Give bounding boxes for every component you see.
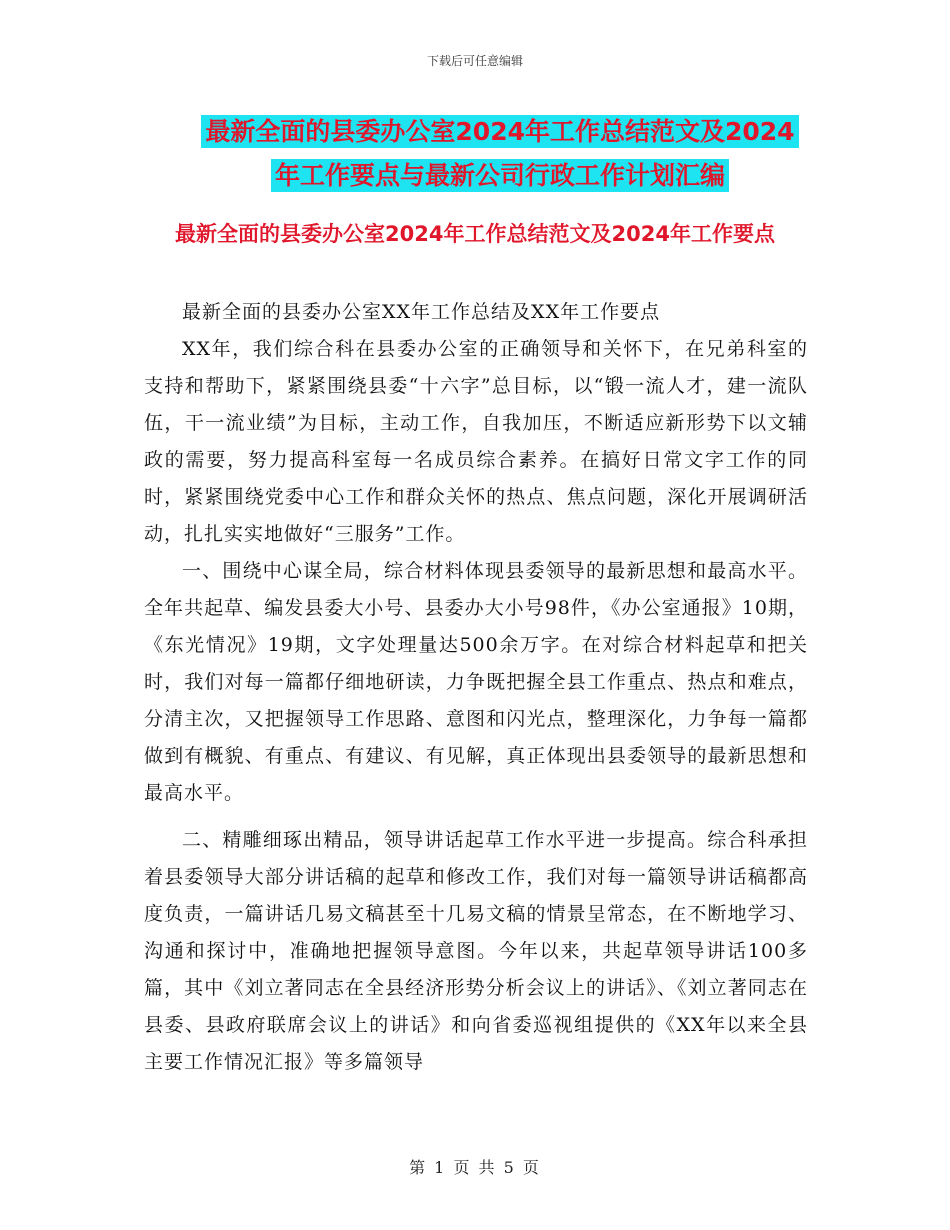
subtitle-paragraph: 最新全面的县委办公室XX年工作总结及XX年工作要点: [182, 301, 661, 323]
title-line-1: 最新全面的县委办公室2024年工作总结范文及2024: [201, 115, 798, 148]
intro-paragraph: XX年，我们综合科在县委办公室的正确领导和关怀下，在兄弟科室的支持和帮助下，紧紧围绕县委“十六字”总目标，以“锻一流人才，建一流队伍，干一流业绩”为目标，主动工作，自我加压，不断适应新形势下以文辅政的需要，努力提高科室每一名成员综合素养。在搞好日常文字工作的同时，紧紧围绕党委中心工作和群众关怀的热点、焦点问题，深化开展调研活动，扎扎实实地做好“三服务”工作。: [144, 338, 808, 545]
title-line-2: 年工作要点与最新公司行政工作计划汇编: [271, 159, 729, 192]
section-title: 最新全面的县委办公室2024年工作总结范文及2024年工作要点: [175, 222, 775, 246]
document-title: [190, 110, 810, 198]
paragraph-point-2: 二、精雕细琢出精品，领导讲话起草工作水平进一步提高。综合科承担着县委领导大部分讲话稿的起草和修改工作，我们对每一篇领导讲话稿都高度负责，一篇讲话几易文稿甚至十几易文稿的情景呈常态，在不断地学习、沟通和探讨中，准确地把握领导意图。今年以来，共起草领导讲话100多篇，其中《刘立著同志在全县经济形势分析会议上的讲话》、《刘立著同志在县委、县政府联席会议上的讲话》和向省委巡视组提供的《XX年以来全县主要工作情况汇报》等多篇领导: [144, 829, 808, 1073]
header-note: 下载后可任意编辑: [426, 54, 523, 68]
page-number: 第 1 页 共 5 页: [409, 1158, 541, 1177]
body-text: [144, 294, 808, 1081]
paragraph-point-1: 一、围绕中心谋全局，综合材料体现县委领导的最新思想和最高水平。全年共起草、编发县委大小号、县委办大小号98件，《办公室通报》10期，《东光情况》19期，文字处理量达500余万字。在对综合材料起草和把关时，我们对每一篇都仔细地研读，力争既把握全县工作重点、热点和难点，分清主次，又把握领导工作思路、意图和闪光点，整理深化，力争每一篇都做到有概貌、有重点、有建议、有见解，真正体现出县委领导的最新思想和最高水平。: [144, 560, 808, 804]
